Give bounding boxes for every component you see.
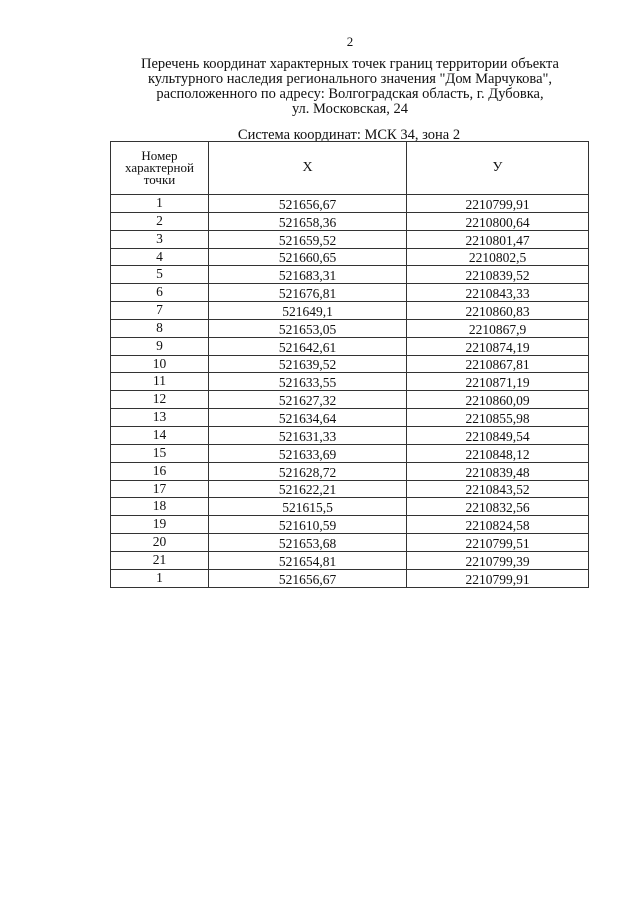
x-coordinate-cell: 521634,64 xyxy=(209,409,407,427)
table-row xyxy=(111,551,589,569)
point-number-cell: 1 xyxy=(111,569,209,587)
table-row xyxy=(111,444,589,462)
header-x: Х xyxy=(209,142,407,195)
title-line: культурного наследия регионального значения "Дом Марчукова", xyxy=(147,71,553,87)
table-row xyxy=(111,284,589,302)
point-number-cell: 1 xyxy=(111,195,209,213)
x-coordinate-cell: 521631,33 xyxy=(209,426,407,444)
x-coordinate-cell: 521654,81 xyxy=(209,551,407,569)
header-y: У xyxy=(407,142,589,195)
y-coordinate-cell: 2210860,09 xyxy=(407,391,589,409)
x-coordinate-cell: 521653,05 xyxy=(209,319,407,337)
y-coordinate-cell: 2210867,9 xyxy=(407,319,589,337)
point-number-cell: 15 xyxy=(111,444,209,462)
point-number-cell: 14 xyxy=(111,426,209,444)
y-coordinate-cell: 2210799,39 xyxy=(407,551,589,569)
table-row xyxy=(111,337,589,355)
table-row xyxy=(111,409,589,427)
point-number-cell: 20 xyxy=(111,534,209,552)
x-coordinate-cell: 521642,61 xyxy=(209,337,407,355)
x-coordinate-cell: 521628,72 xyxy=(209,462,407,480)
x-coordinate-cell: 521656,67 xyxy=(209,195,407,213)
x-coordinate-cell: 521660,65 xyxy=(209,248,407,266)
header-number-line: характерной xyxy=(125,160,194,175)
page-number: 2 xyxy=(346,34,354,49)
table-row xyxy=(111,302,589,320)
table-row xyxy=(111,426,589,444)
table-row xyxy=(111,516,589,534)
x-coordinate-cell: 521633,55 xyxy=(209,373,407,391)
y-coordinate-cell: 2210860,83 xyxy=(407,302,589,320)
table-row xyxy=(111,480,589,498)
x-coordinate-cell: 521633,69 xyxy=(209,444,407,462)
y-coordinate-cell: 2210800,64 xyxy=(407,212,589,230)
table-row xyxy=(111,498,589,516)
table-row xyxy=(111,569,589,587)
y-coordinate-cell: 2210855,98 xyxy=(407,409,589,427)
y-coordinate-cell: 2210802,5 xyxy=(407,248,589,266)
table-row xyxy=(111,319,589,337)
point-number-cell: 8 xyxy=(111,319,209,337)
point-number-cell: 3 xyxy=(111,230,209,248)
x-coordinate-cell: 521627,32 xyxy=(209,391,407,409)
table-row xyxy=(111,355,589,373)
point-number-cell: 5 xyxy=(111,266,209,284)
table-row xyxy=(111,391,589,409)
table-row xyxy=(111,462,589,480)
x-coordinate-cell: 521653,68 xyxy=(209,534,407,552)
point-number-cell: 9 xyxy=(111,337,209,355)
point-number-cell: 16 xyxy=(111,462,209,480)
point-number-cell: 4 xyxy=(111,248,209,266)
y-coordinate-cell: 2210839,48 xyxy=(407,462,589,480)
header-point-number xyxy=(111,142,209,195)
point-number-cell: 10 xyxy=(111,355,209,373)
coordinate-system-caption: Система координат: МСК 34, зона 2 xyxy=(237,127,461,143)
coordinates-table xyxy=(110,141,589,588)
header-number-line: Номер xyxy=(141,148,178,163)
y-coordinate-cell: 2210839,52 xyxy=(407,266,589,284)
point-number-cell: 11 xyxy=(111,373,209,391)
point-number-cell: 18 xyxy=(111,498,209,516)
y-coordinate-cell: 2210849,54 xyxy=(407,426,589,444)
x-coordinate-cell: 521676,81 xyxy=(209,284,407,302)
y-coordinate-cell: 2210799,91 xyxy=(407,569,589,587)
table-row xyxy=(111,248,589,266)
y-coordinate-cell: 2210832,56 xyxy=(407,498,589,516)
title-line: Перечень координат характерных точек границ территории объекта xyxy=(141,56,559,72)
y-coordinate-cell: 2210871,19 xyxy=(407,373,589,391)
x-coordinate-cell: 521639,52 xyxy=(209,355,407,373)
document-title xyxy=(90,57,610,117)
point-number-cell: 17 xyxy=(111,480,209,498)
x-coordinate-cell: 521615,5 xyxy=(209,498,407,516)
x-coordinate-cell: 521683,31 xyxy=(209,266,407,284)
y-coordinate-cell: 2210824,58 xyxy=(407,516,589,534)
header-number-line: точки xyxy=(143,172,176,187)
table-row xyxy=(111,195,589,213)
point-number-cell: 12 xyxy=(111,391,209,409)
title-line: расположенного по адресу: Волгоградская область, г. Дубовка, xyxy=(156,86,544,102)
point-number-cell: 19 xyxy=(111,516,209,534)
y-coordinate-cell: 2210799,91 xyxy=(407,195,589,213)
point-number-cell: 2 xyxy=(111,212,209,230)
table-row xyxy=(111,373,589,391)
table-row xyxy=(111,534,589,552)
y-coordinate-cell: 2210874,19 xyxy=(407,337,589,355)
table-row xyxy=(111,266,589,284)
title-line: ул. Московская, 24 xyxy=(291,101,409,117)
x-coordinate-cell: 521656,67 xyxy=(209,569,407,587)
y-coordinate-cell: 2210843,33 xyxy=(407,284,589,302)
y-coordinate-cell: 2210848,12 xyxy=(407,444,589,462)
y-coordinate-cell: 2210801,47 xyxy=(407,230,589,248)
point-number-cell: 21 xyxy=(111,551,209,569)
table-row xyxy=(111,212,589,230)
table-row xyxy=(111,230,589,248)
x-coordinate-cell: 521622,21 xyxy=(209,480,407,498)
point-number-cell: 7 xyxy=(111,302,209,320)
point-number-cell: 6 xyxy=(111,284,209,302)
y-coordinate-cell: 2210867,81 xyxy=(407,355,589,373)
y-coordinate-cell: 2210843,52 xyxy=(407,480,589,498)
x-coordinate-cell: 521658,36 xyxy=(209,212,407,230)
x-coordinate-cell: 521659,52 xyxy=(209,230,407,248)
x-coordinate-cell: 521610,59 xyxy=(209,516,407,534)
y-coordinate-cell: 2210799,51 xyxy=(407,534,589,552)
point-number-cell: 13 xyxy=(111,409,209,427)
x-coordinate-cell: 521649,1 xyxy=(209,302,407,320)
